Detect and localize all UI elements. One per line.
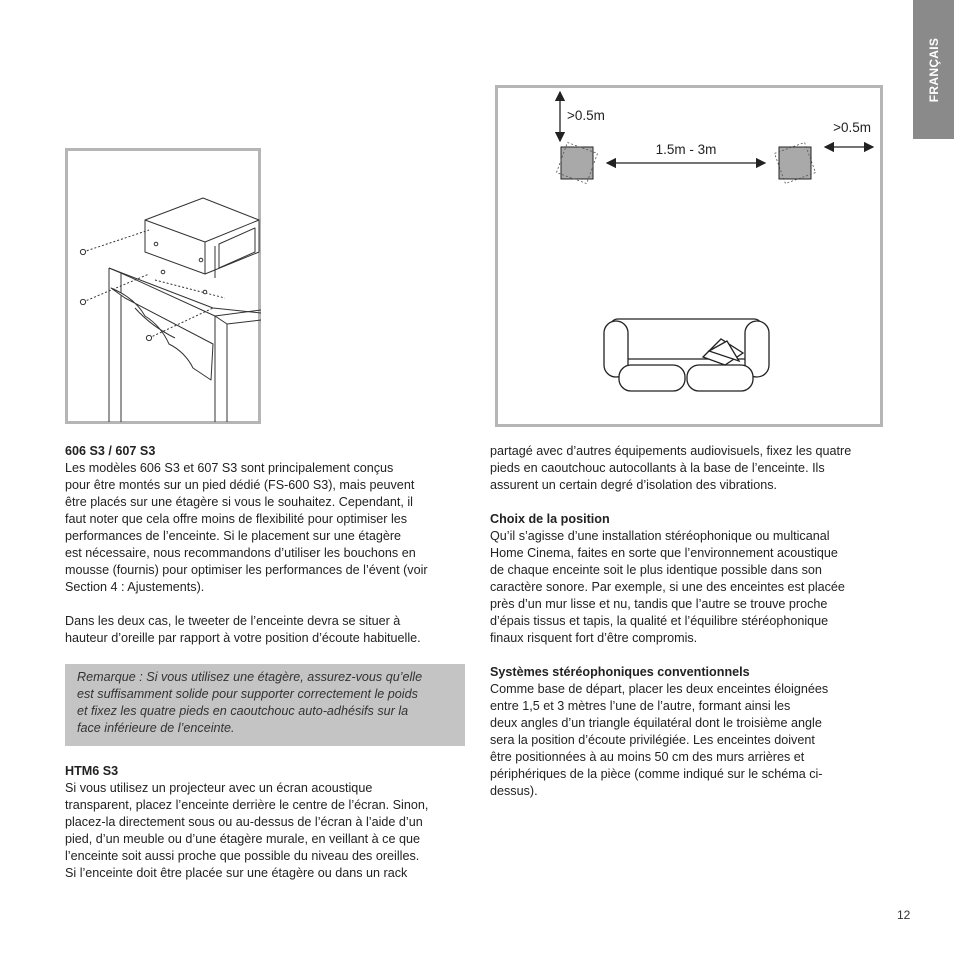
back-wall-distance-label: >0.5m <box>567 108 605 123</box>
left-speaker-icon <box>556 142 597 183</box>
paragraph-htm6: Si vous utilisez un projecteur avec un écran acoustique transparent, placez l’enceinte derrière le centre de l’écran. Sinon, placez-la directement sous ou au-dessus de l’écran à l’aide d’un pied, d’un meuble ou d’une étagère murale, en veillant à ce que l’enceinte soit aussi proche que possible du niveau des oreilles. Si l’enceinte doit être placée sur une étagère ou dans un rack <box>65 781 429 880</box>
room-layout-diagram <box>495 85 883 427</box>
right-speaker-icon <box>774 142 815 183</box>
sofa-icon <box>604 319 769 391</box>
paragraph-606-607: Les modèles 606 S3 et 607 S3 sont principalement conçus pour être montés sur un pied dédié (FS-600 S3), mais peuvent être placés sur une étagère si vous le souhaitez. Cependant, il faut noter que cela offre moins de flexibilité pour optimiser les performances de l’enceinte. Si le placement sur une étagère est nécessaire, nous recommandons d’utiliser les bouchons en mousse (fournis) pour optimiser les performances de l’évent (voir Section 4 : Ajustements). <box>65 461 428 594</box>
language-tab-label: FRANÇAIS <box>926 37 941 103</box>
note-box: Remarque : Si vous utilisez une étagère, assurez-vous qu’elle est suffisamment solide pour supporter correctement le poids et fixez les quatre pieds en caoutchouc auto-adhésifs sur la face inférieure de l’enceinte. <box>65 664 465 746</box>
paragraph-stereo-systems: Comme base de départ, placer les deux enceintes éloignées entre 1,5 et 3 mètres l’une de l’autre, formant ainsi les deux angles d’un triangle équilatéral dont le troisième angle sera la position d’écoute privilégiée. Les enceintes doivent être positionnées à au moins 50 cm des murs arrières et périphériques de la pièce (comme indiqué sur le schéma ci- dessus). <box>490 682 829 798</box>
left-column <box>65 443 465 882</box>
language-tab <box>913 0 954 139</box>
paragraph-continued: partagé avec d’autres équipements audiovisuels, fixez les quatre pieds en caoutchouc autocollants à la base de l’enceinte. Ils assurent un certain degré d’isolation des vibrations. <box>490 444 852 492</box>
heading-606-607: 606 S3 / 607 S3 <box>65 444 156 458</box>
page-number: 12 <box>897 908 911 922</box>
paragraph-tweeter-height: Dans les deux cas, le tweeter de l’enceinte devra se situer à hauteur d’oreille par rapport à votre position d’écoute habituelle. <box>65 614 421 645</box>
right-column <box>490 443 890 800</box>
shelf-mounting-illustration <box>65 148 261 424</box>
speaker-spacing-label: 1.5m - 3m <box>655 142 717 157</box>
paragraph-position: Qu’il s’agisse d’une installation stéréophonique ou multicanal Home Cinema, faites en sorte que l’environnement acoustique de chaque enceinte soit le plus identique possible dans son caractère sonore. Par exemple, si une des enceintes est placée près d’un mur lisse et nu, tandis que l’autre se trouve proche d’épais tissus et tapis, la qualité et l’équilibre stéréophonique finaux risquent fort d’être compromis. <box>490 529 845 645</box>
side-wall-distance-label: >0.5m <box>833 120 871 135</box>
heading-stereo-systems: Systèmes stéréophoniques conventionnels <box>490 665 750 679</box>
heading-htm6: HTM6 S3 <box>65 764 119 778</box>
heading-position: Choix de la position <box>490 512 610 526</box>
